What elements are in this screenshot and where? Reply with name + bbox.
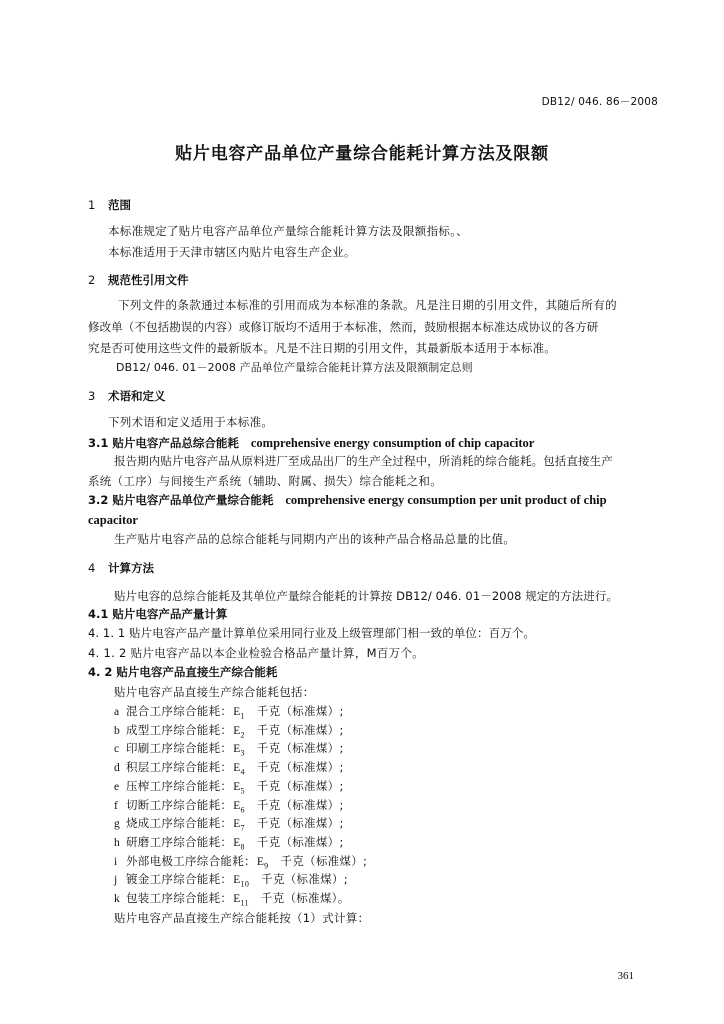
list-item-label: k bbox=[114, 893, 121, 905]
list-item-text: 成型工序综合能耗： bbox=[126, 722, 233, 737]
list-item bbox=[114, 722, 344, 739]
list-item bbox=[114, 818, 344, 832]
subsection-4-1: 4.1 贴片电容产品产量计算 bbox=[88, 607, 228, 621]
paragraph-line: 下列文件的条款通过本标准的引用而成为本标准的条款。凡是注日期的引用文件，其随后所有的 bbox=[118, 298, 617, 312]
list-item-label: d bbox=[114, 762, 121, 775]
paragraph-line: 4. 1. 2 贴片电容产品以本企业检验合格品产量计算，M百万个。 bbox=[88, 646, 425, 660]
list-item-text: 外部电极工序综合能耗： bbox=[126, 853, 256, 868]
paragraph-line: 本标准适用于天津市辖区内贴片电容生产企业。 bbox=[108, 245, 356, 259]
page-title: 贴片电容产品单位产量综合能耗计算方法及限额 bbox=[175, 144, 549, 164]
list-item-label: j bbox=[114, 874, 118, 887]
energy-symbol: $E_8$ bbox=[233, 836, 245, 852]
list-item-unit: 千克（标准煤）; bbox=[280, 853, 368, 868]
list-item-label: e bbox=[114, 780, 120, 793]
energy-symbol: $E_5$ bbox=[233, 780, 245, 796]
energy-symbol: $E_{11}$ bbox=[233, 893, 249, 908]
list-item-unit: 千克（标准煤）; bbox=[256, 797, 344, 812]
list-item-unit: 千克（标准煤）; bbox=[256, 760, 344, 775]
paragraph-line: 4. 1. 1 贴片电容产品产量计算单位采用同行业及上级管理部门相一致的单位：百万个。 bbox=[88, 626, 536, 640]
list-item bbox=[114, 762, 344, 776]
list-item-unit: 千克（标准煤）; bbox=[256, 741, 344, 756]
list-item-text: 研磨工序综合能耗： bbox=[126, 834, 233, 849]
energy-symbol: $E_{10}$ bbox=[233, 874, 250, 889]
list-item bbox=[114, 853, 368, 870]
paragraph-line: 报告期内贴片电容产品从原料进厂至成品出厂的生产全过程中，所消耗的综合能耗。包括直接生产 bbox=[114, 454, 613, 468]
list-item bbox=[114, 743, 344, 757]
paragraph-line: 下列术语和定义适用于本标准。 bbox=[108, 415, 274, 429]
list-item-text: 印刷工序综合能耗： bbox=[126, 741, 233, 756]
term-heading-3-2-continuation: capacitor bbox=[88, 513, 138, 527]
list-item-unit: 千克（标准煤）; bbox=[256, 834, 344, 849]
list-item bbox=[114, 874, 348, 888]
paragraph-line: 本标准规定了贴片电容产品单位产量综合能耗计算方法及限额指标。、 bbox=[108, 224, 469, 238]
list-item-text: 切断工序综合能耗： bbox=[126, 797, 233, 812]
paragraph-line: 究是否可使用这些文件的最新版本。凡是不注日期的引用文件，其最新版本适用于本标准。 bbox=[88, 341, 556, 355]
list-item-text: 压榨工序综合能耗： bbox=[126, 778, 233, 793]
list-item-text: 积层工序综合能耗： bbox=[126, 760, 233, 775]
energy-symbol: $E_6$ bbox=[233, 799, 245, 814]
energy-symbol: $E_9$ bbox=[256, 855, 269, 870]
page-number: 361 bbox=[617, 970, 634, 982]
list-item-unit: 千克（标准煤）; bbox=[261, 872, 348, 887]
paragraph-line: 贴片电容产品直接生产综合能耗包括： bbox=[114, 685, 315, 699]
list-item-unit: 千克（标准煤）。 bbox=[260, 891, 350, 905]
list-item bbox=[114, 893, 350, 907]
normative-reference: DB12/ 046. 01－2008 产品单位产量综合能耗计算方法及限额制定总则 bbox=[116, 361, 473, 374]
subsection-4-2: 4. 2 贴片电容产品直接生产综合能耗 bbox=[88, 665, 278, 679]
energy-symbol: $E_2$ bbox=[233, 724, 245, 739]
standard-number: DB12/ 046. 86－2008 bbox=[541, 96, 658, 108]
list-item-text: 混合工序综合能耗： bbox=[126, 704, 233, 718]
list-item-label: b bbox=[114, 724, 121, 737]
list-item-text: 包装工序综合能耗： bbox=[126, 891, 233, 905]
list-item bbox=[114, 834, 344, 852]
energy-symbol: $E_7$ bbox=[233, 818, 245, 833]
paragraph-line: 系统（工序）与间接生产系统（辅助、附属、损失）综合能耗之和。 bbox=[88, 474, 442, 488]
section-heading-normative: 2 规范性引用文件 bbox=[88, 273, 189, 287]
energy-symbol: $E_4$ bbox=[233, 762, 245, 777]
section-heading-terms: 3 术语和定义 bbox=[88, 389, 166, 403]
list-item bbox=[114, 778, 344, 796]
paragraph-line: 生产贴片电容产品的总综合能耗与同期内产出的该种产品合格品总量的比值。 bbox=[114, 532, 516, 546]
list-item-label: c bbox=[114, 743, 120, 756]
energy-symbol: $E_1$ bbox=[233, 706, 245, 721]
term-heading-3-1: 3.1 贴片电容产品总综合能耗 comprehensive energy consumption of chip capacitor bbox=[88, 436, 535, 450]
paragraph-line: 修改单（不包括勘误的内容）或修订版均不适用于本标准，然而，鼓励根据本标准达成协议的各方研 bbox=[88, 320, 599, 334]
paragraph-line: 贴片电容产品直接生产综合能耗按（1）式计算： bbox=[114, 911, 370, 925]
list-item-unit: 千克（标准煤）; bbox=[256, 704, 344, 718]
list-item-unit: 千克（标准煤）; bbox=[256, 778, 344, 793]
list-item-unit: 千克（标准煤）; bbox=[256, 722, 344, 737]
list-item-label: i bbox=[114, 855, 118, 868]
list-item-label: g bbox=[114, 818, 121, 831]
list-item bbox=[114, 797, 344, 814]
list-item-unit: 千克（标准煤）; bbox=[256, 816, 344, 831]
list-item-text: 烧成工序综合能耗： bbox=[126, 816, 233, 831]
energy-symbol: $E_3$ bbox=[233, 743, 245, 758]
section-heading-scope: 1 范围 bbox=[88, 198, 131, 212]
paragraph-line: 贴片电容的总综合能耗及其单位产量综合能耗的计算按 DB12/ 046. 01－2008 规定的方法进行。 bbox=[114, 589, 619, 603]
list-item-label: a bbox=[114, 706, 120, 718]
term-heading-3-2: 3.2 贴片电容产品单位产量综合能耗 comprehensive energy consumption per unit product of chip bbox=[88, 493, 607, 507]
list-item-label: h bbox=[114, 836, 121, 849]
list-item-label: f bbox=[114, 799, 119, 812]
list-item-text: 镀金工序综合能耗： bbox=[126, 872, 233, 887]
section-heading-calc: 4 计算方法 bbox=[88, 561, 154, 575]
list-item bbox=[114, 706, 344, 720]
